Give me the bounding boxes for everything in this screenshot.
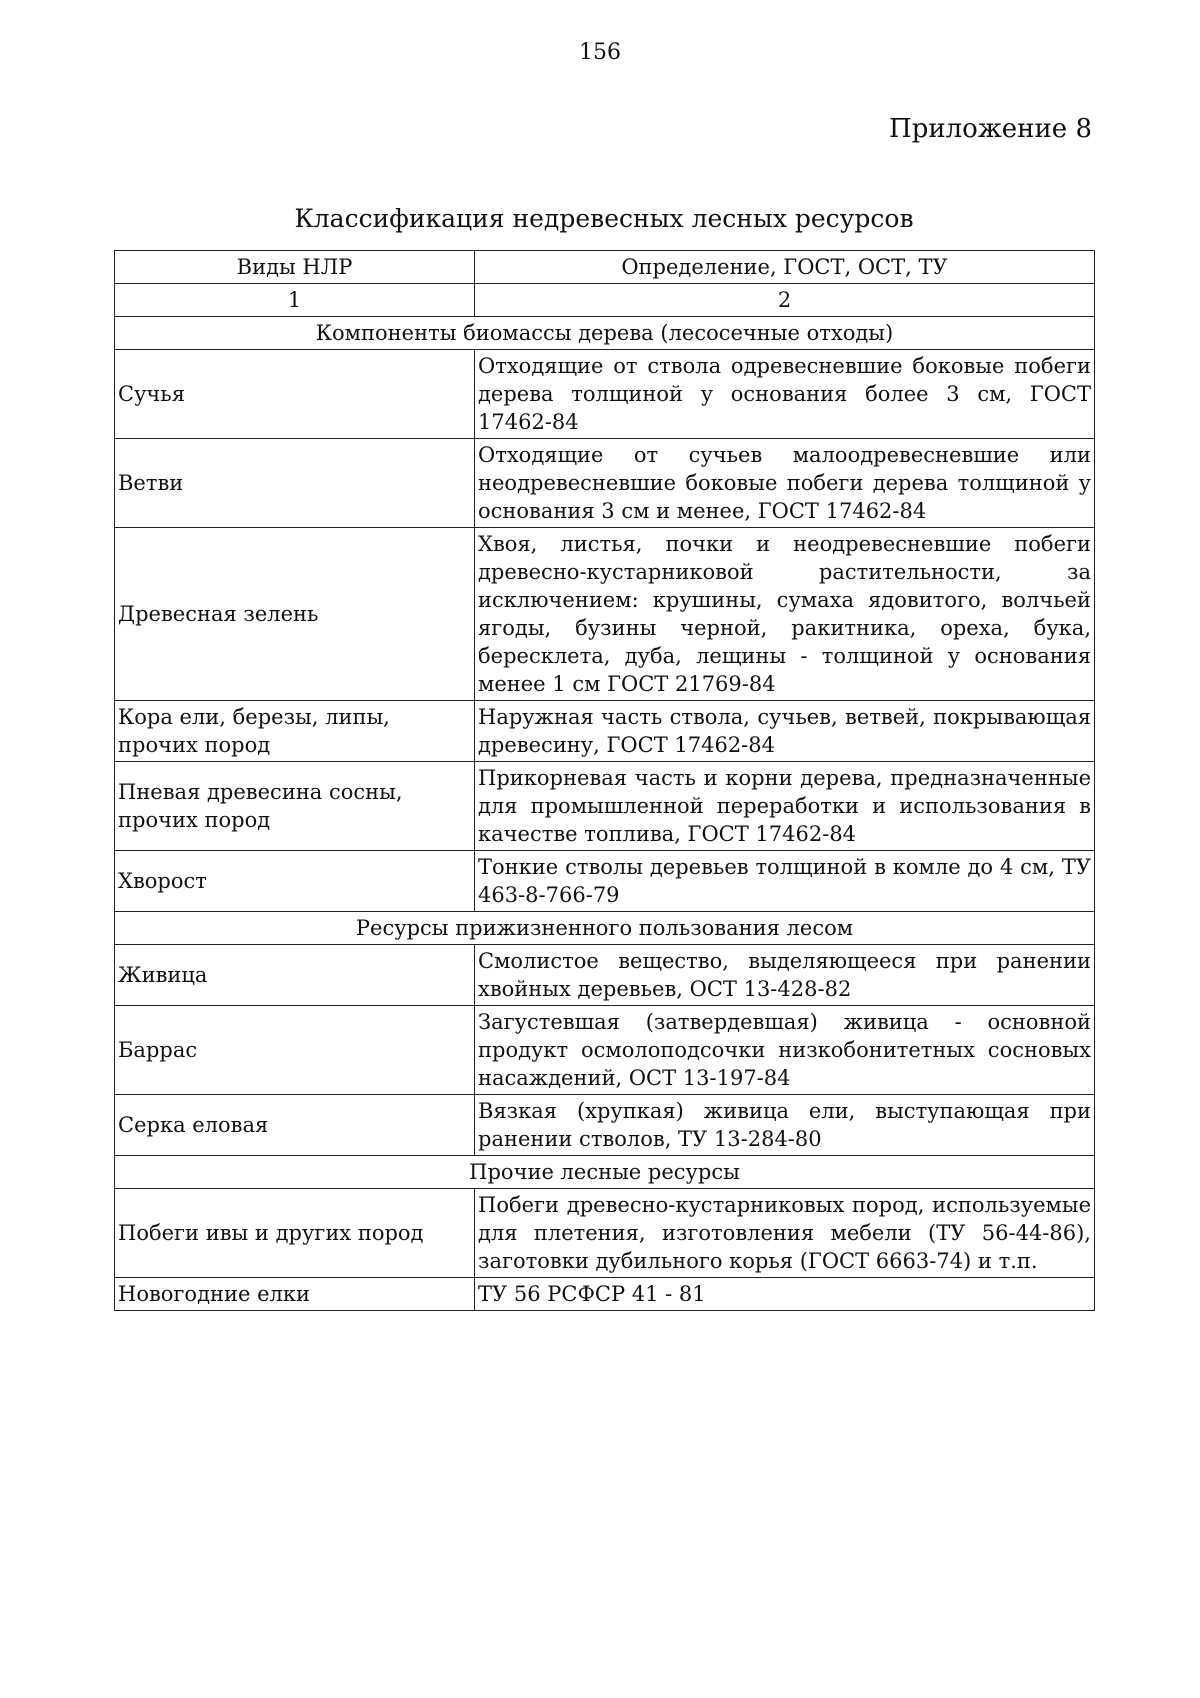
- table-row: [115, 1278, 1095, 1311]
- resource-definition: Прикорневая часть и корни дерева, предназначенные для промышленной переработки и использования в качестве топлива, ГОСТ 17462-84: [475, 762, 1095, 851]
- table-row: [115, 851, 1095, 912]
- classification-table: [114, 250, 1095, 1311]
- table-row: [115, 528, 1095, 701]
- resource-type: Древесная зелень: [115, 528, 475, 701]
- column-number-row: [115, 284, 1095, 317]
- column-header-definition: Определение, ГОСТ, ОСТ, ТУ: [475, 251, 1095, 284]
- table-row: [115, 1189, 1095, 1278]
- section-title: Ресурсы прижизненного пользования лесом: [115, 912, 1095, 945]
- resource-definition: Отходящие от сучьев малоодревесневшие или неодревесневшие боковые побеги дерева толщиной у основания 3 см и менее, ГОСТ 17462-84: [475, 439, 1095, 528]
- resource-type: Новогодние елки: [115, 1278, 475, 1311]
- resource-type: Побеги ивы и других пород: [115, 1189, 475, 1278]
- column-number-1: 1: [115, 284, 475, 317]
- resource-type: Пневая древесина сосны, прочих пород: [115, 762, 475, 851]
- resource-type: Кора ели, березы, липы, прочих пород: [115, 701, 475, 762]
- section-row: [115, 317, 1095, 350]
- table-row: [115, 945, 1095, 1006]
- table-row: [115, 762, 1095, 851]
- resource-type: Живица: [115, 945, 475, 1006]
- resource-type: Хворост: [115, 851, 475, 912]
- resource-definition: Смолистое вещество, выделяющееся при ранении хвойных деревьев, ОСТ 13-428-82: [475, 945, 1095, 1006]
- resource-type: Сучья: [115, 350, 475, 439]
- resource-definition: Наружная часть ствола, сучьев, ветвей, покрывающая древесину, ГОСТ 17462-84: [475, 701, 1095, 762]
- column-header-type: Виды НЛР: [115, 251, 475, 284]
- resource-definition: ТУ 56 РСФСР 41 - 81: [475, 1278, 1095, 1311]
- resource-definition: Побеги древесно-кустарниковых пород, используемые для плетения, изготовления мебели (ТУ 56-44-86), заготовки дубильного корья (ГОСТ 6663-74) и т.п.: [475, 1189, 1095, 1278]
- resource-type: Баррас: [115, 1006, 475, 1095]
- table-row: [115, 439, 1095, 528]
- appendix-label: Приложение 8: [889, 114, 1092, 144]
- table-row: [115, 1095, 1095, 1156]
- resource-definition: Загустевшая (затвердевшая) живица - основной продукт осмолоподсочки низкобонитетных сосновых насаждений, ОСТ 13-197-84: [475, 1006, 1095, 1095]
- table-row: [115, 1006, 1095, 1095]
- table-row: [115, 350, 1095, 439]
- resource-type: Серка еловая: [115, 1095, 475, 1156]
- document-title: Классификация недревесных лесных ресурсов: [294, 204, 914, 233]
- section-row: [115, 1156, 1095, 1189]
- page-number: 156: [579, 40, 621, 65]
- section-title: Прочие лесные ресурсы: [115, 1156, 1095, 1189]
- resource-definition: Тонкие стволы деревьев толщиной в комле до 4 см, ТУ 463-8-766-79: [475, 851, 1095, 912]
- resource-definition: Хвоя, листья, почки и неодревесневшие побеги древесно-кустарниковой растительности, за исключением: крушины, сумаха ядовитого, волчьей ягоды, бузины черной, ракитника, ореха, бука, бересклета, дуба, лещины - толщиной у основания менее 1 см ГОСТ 21769-84: [475, 528, 1095, 701]
- section-title: Компоненты биомассы дерева (лесосечные отходы): [115, 317, 1095, 350]
- resource-type: Ветви: [115, 439, 475, 528]
- resource-definition: Вязкая (хрупкая) живица ели, выступающая при ранении стволов, ТУ 13-284-80: [475, 1095, 1095, 1156]
- table-row: [115, 701, 1095, 762]
- table-header-row: [115, 251, 1095, 284]
- section-row: [115, 912, 1095, 945]
- column-number-2: 2: [475, 284, 1095, 317]
- resource-definition: Отходящие от ствола одревесневшие боковые побеги дерева толщиной у основания более 3 см, ГОСТ 17462-84: [475, 350, 1095, 439]
